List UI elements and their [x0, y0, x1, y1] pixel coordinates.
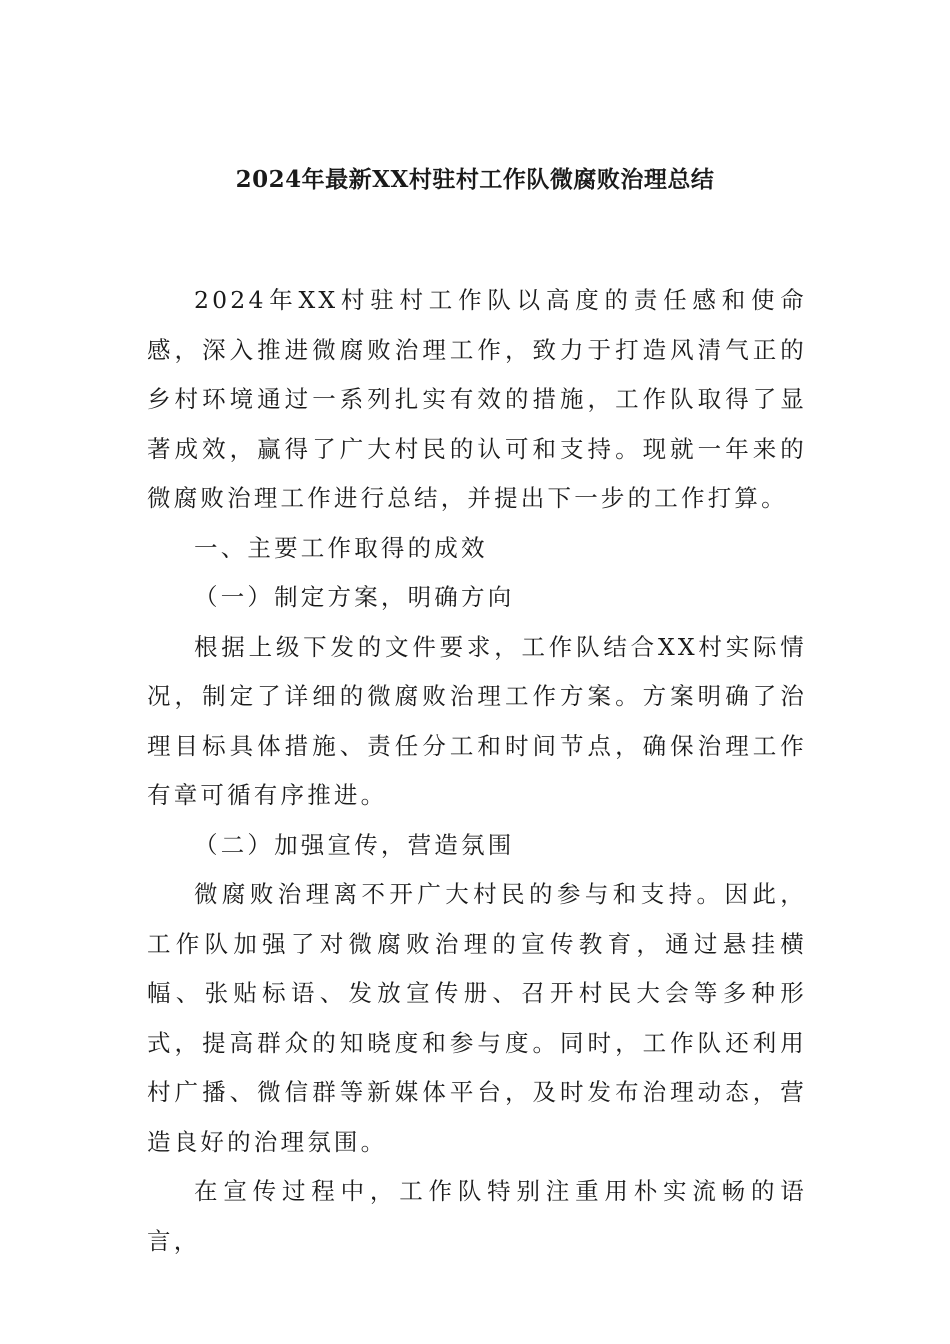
- paragraph-publicity: 微腐败治理离不开广大村民的参与和支持。因此，工作队加强了对微腐败治理的宣传教育，通过悬挂横幅、张贴标语、发放宣传册、召开村民大会等多种形式，提高群众的知晓度和参与度。同时，工作队还利用村广播、微信群等新媒体平台，及时发布治理动态，营造良好的治理氛围。: [147, 880, 807, 1156]
- paragraph-plan: 根据上级下发的文件要求，工作队结合XX村实际情况，制定了详细的微腐败治理工作方案。方案明确了治理目标具体措施、责任分工和时间节点，确保治理工作有章可循有序推进。: [147, 632, 807, 809]
- subheading-publicity: （二）加强宣传，营造氛围: [194, 830, 515, 859]
- paragraph-intro: 2024年XX村驻村工作队以高度的责任感和使命感，深入推进微腐败治理工作，致力于打造风清气正的乡村环境通过一系列扎实有效的措施，工作队取得了显著成效，赢得了广大村民的认可和支持。现就一年来的微腐败治理工作进行总结，并提出下一步的工作打算。: [147, 286, 807, 512]
- document-title: 2024年最新XX村驻村工作队微腐败治理总结: [235, 166, 715, 193]
- document-body: [147, 276, 807, 1266]
- paragraph-publicity-language: 在宣传过程中，工作队特别注重用朴实流畅的语言，: [147, 1177, 807, 1255]
- subheading-plan: （一）制定方案，明确方向: [194, 583, 515, 611]
- section-heading-achievements: 一、主要工作取得的成效: [194, 533, 488, 562]
